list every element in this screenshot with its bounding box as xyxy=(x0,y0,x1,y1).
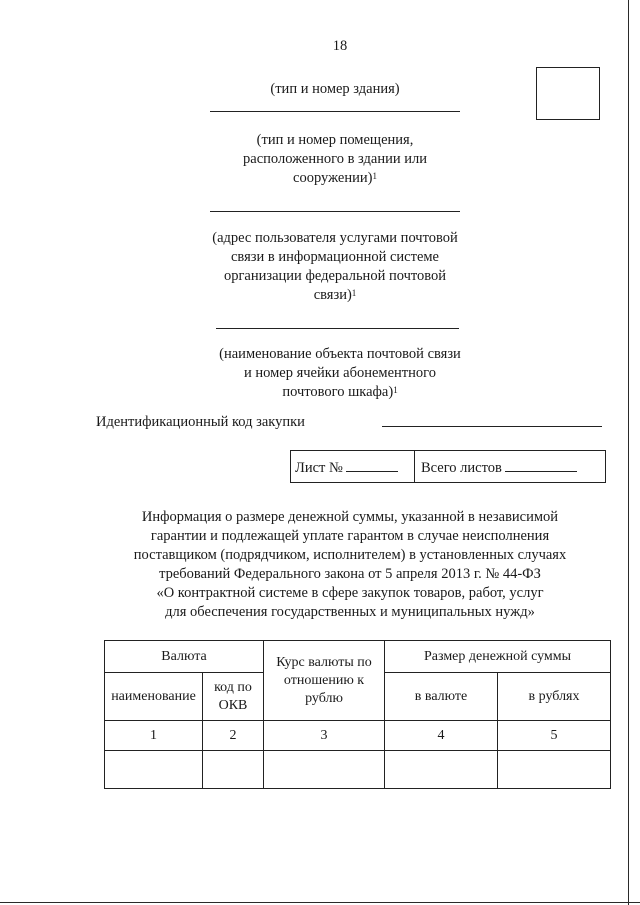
header-currency: Валюта xyxy=(105,641,264,673)
header-currency-code-text: код по ОКВ xyxy=(214,679,252,713)
page-number: 18 xyxy=(332,38,348,54)
column-number: 1 xyxy=(105,721,203,751)
sheet-total-field[interactable] xyxy=(505,459,577,472)
premises-line-2: расположенного в здании или xyxy=(243,151,427,167)
postal-object-line-2: и номер ячейки абонементного xyxy=(243,365,436,381)
address-line-3: организации федеральной почтовой xyxy=(223,268,447,284)
heading-line-4: требований Федерального закона от 5 апреля 2013 г. № 44-ФЗ xyxy=(159,566,541,582)
sheet-info-box xyxy=(290,450,606,483)
premises-line-1: (тип и номер помещения, xyxy=(256,132,414,148)
table-cell[interactable] xyxy=(264,751,385,789)
postal-object-caption xyxy=(190,345,490,402)
header-amount: Размер денежной суммы xyxy=(385,641,611,673)
column-number: 3 xyxy=(264,721,385,751)
heading-line-2: гарантии и подлежащей уплате гарантом в случае неисполнения xyxy=(150,528,550,544)
postal-object-footnote: 1 xyxy=(393,385,398,395)
column-number: 5 xyxy=(498,721,611,751)
table-row xyxy=(105,751,611,789)
page-edge-right xyxy=(628,0,629,905)
sheet-number-field[interactable] xyxy=(346,459,398,472)
header-currency-code xyxy=(203,673,264,721)
premises-underline xyxy=(210,211,460,212)
address-footnote: 1 xyxy=(351,288,357,298)
header-exchange-rate-text: Курс валюты по отношению к рублю xyxy=(276,654,372,706)
section-heading xyxy=(100,508,600,622)
table-cell[interactable] xyxy=(385,751,498,789)
sheet-total-label: Всего листов xyxy=(421,460,502,476)
building-caption: (тип и номер здания) xyxy=(270,81,400,97)
address-line-2: связи в информационной системе xyxy=(231,249,439,265)
premises-caption xyxy=(195,131,475,188)
column-number: 2 xyxy=(203,721,264,751)
amount-table xyxy=(104,640,611,789)
header-in-rubles: в рублях xyxy=(498,673,611,721)
postal-object-line-1: (наименование объекта почтовой связи xyxy=(219,346,461,362)
address-line-1: (адрес пользователя услугами почтовой xyxy=(212,230,458,246)
table-cell[interactable] xyxy=(498,751,611,789)
address-underline xyxy=(216,328,459,329)
header-exchange-rate xyxy=(264,641,385,721)
address-line-4: связи) xyxy=(313,287,352,303)
address-caption xyxy=(190,229,480,305)
sheet-number-label: Лист № xyxy=(295,460,343,476)
heading-line-3: поставщиком (подрядчиком, исполнителем) в установленных случаях xyxy=(133,547,567,563)
heading-line-5: «О контрактной системе в сфере закупок товаров, работ, услуг xyxy=(156,585,544,601)
purchase-code-field[interactable] xyxy=(382,426,602,427)
page-edge-bottom xyxy=(0,902,640,903)
postal-object-line-3: почтового шкафа) xyxy=(282,384,394,400)
sheet-total xyxy=(421,459,601,478)
table-cell[interactable] xyxy=(105,751,203,789)
sheet-number xyxy=(295,459,415,478)
premises-footnote: 1 xyxy=(372,171,377,181)
stamp-box xyxy=(536,67,600,120)
header-currency-name: наименование xyxy=(105,673,203,721)
building-underline xyxy=(210,111,460,112)
header-in-currency: в валюте xyxy=(385,673,498,721)
purchase-code-label: Идентификационный код закупки xyxy=(96,414,305,430)
heading-line-6: для обеспечения государственных и муниципальных нужд» xyxy=(165,604,535,620)
premises-line-3: сооружении) xyxy=(293,170,373,186)
table-cell[interactable] xyxy=(203,751,264,789)
heading-line-1: Информация о размере денежной суммы, указанной в независимой xyxy=(141,509,559,525)
column-number: 4 xyxy=(385,721,498,751)
